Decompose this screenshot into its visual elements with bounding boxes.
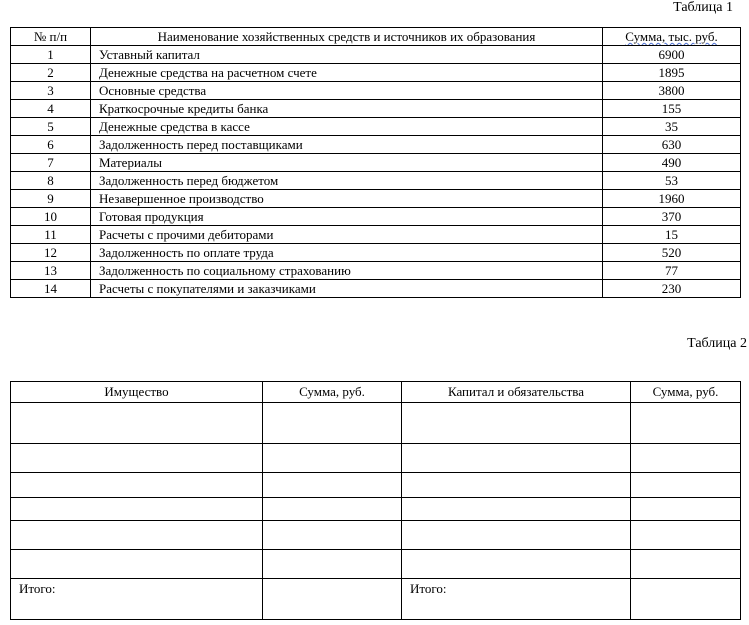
blank-cell[interactable] bbox=[402, 444, 631, 473]
row-sum: 1960 bbox=[603, 190, 741, 208]
table2-empty-row bbox=[11, 403, 741, 444]
table1-row bbox=[11, 136, 741, 154]
row-name: Незавершенное производство bbox=[91, 190, 603, 208]
row-name: Денежные средства на расчетном счете bbox=[91, 64, 603, 82]
table2-empty-row bbox=[11, 473, 741, 498]
total-assets-sum-cell[interactable] bbox=[263, 579, 402, 620]
table1-row bbox=[11, 262, 741, 280]
header-sum bbox=[603, 28, 741, 46]
row-number: 6 bbox=[11, 136, 91, 154]
row-sum: 77 bbox=[603, 262, 741, 280]
blank-cell[interactable] bbox=[11, 521, 263, 550]
blank-cell[interactable] bbox=[263, 521, 402, 550]
table2-empty-row bbox=[11, 498, 741, 521]
row-name: Расчеты с покупателями и заказчиками bbox=[91, 280, 603, 298]
blank-cell[interactable] bbox=[11, 550, 263, 579]
blank-cell[interactable] bbox=[631, 444, 741, 473]
blank-cell[interactable] bbox=[11, 403, 263, 444]
row-sum: 630 bbox=[603, 136, 741, 154]
row-name: Материалы bbox=[91, 154, 603, 172]
row-sum: 370 bbox=[603, 208, 741, 226]
table1-row bbox=[11, 226, 741, 244]
row-name: Задолженность перед бюджетом bbox=[91, 172, 603, 190]
blank-cell[interactable] bbox=[263, 444, 402, 473]
table1-row bbox=[11, 82, 741, 100]
table2-total-row bbox=[11, 579, 741, 620]
row-sum: 1895 bbox=[603, 64, 741, 82]
blank-cell[interactable] bbox=[263, 498, 402, 521]
row-number: 10 bbox=[11, 208, 91, 226]
table2-header-row bbox=[11, 382, 741, 403]
table1-row bbox=[11, 154, 741, 172]
row-number: 8 bbox=[11, 172, 91, 190]
header-num: № п/п bbox=[11, 28, 91, 46]
row-number: 5 bbox=[11, 118, 91, 136]
blank-cell[interactable] bbox=[402, 403, 631, 444]
blank-cell[interactable] bbox=[402, 498, 631, 521]
row-name: Краткосрочные кредиты банка bbox=[91, 100, 603, 118]
table2-balance-form bbox=[10, 381, 741, 620]
blank-cell[interactable] bbox=[11, 498, 263, 521]
row-name: Задолженность по социальному страхованию bbox=[91, 262, 603, 280]
total-liabilities-sum-cell[interactable] bbox=[631, 579, 741, 620]
row-sum: 230 bbox=[603, 280, 741, 298]
row-sum: 6900 bbox=[603, 46, 741, 64]
table1-row bbox=[11, 118, 741, 136]
table2-empty-row bbox=[11, 521, 741, 550]
blank-cell[interactable] bbox=[631, 403, 741, 444]
total-label-assets: Итого: bbox=[11, 579, 263, 620]
row-name: Расчеты с прочими дебиторами bbox=[91, 226, 603, 244]
blank-cell[interactable] bbox=[631, 473, 741, 498]
blank-cell[interactable] bbox=[631, 498, 741, 521]
row-number: 13 bbox=[11, 262, 91, 280]
blank-cell[interactable] bbox=[631, 550, 741, 579]
blank-cell[interactable] bbox=[402, 473, 631, 498]
row-sum: 53 bbox=[603, 172, 741, 190]
header-assets: Имущество bbox=[11, 382, 263, 403]
header-assets-sum: Сумма, руб. bbox=[263, 382, 402, 403]
table2-empty-row bbox=[11, 550, 741, 579]
blank-cell[interactable] bbox=[263, 403, 402, 444]
table1-row bbox=[11, 190, 741, 208]
blank-cell[interactable] bbox=[11, 444, 263, 473]
row-number: 14 bbox=[11, 280, 91, 298]
row-name: Задолженность перед поставщиками bbox=[91, 136, 603, 154]
row-number: 7 bbox=[11, 154, 91, 172]
row-name: Готовая продукция bbox=[91, 208, 603, 226]
blank-cell[interactable] bbox=[263, 550, 402, 579]
table1-source-data bbox=[10, 27, 741, 298]
table1-row bbox=[11, 64, 741, 82]
row-sum: 35 bbox=[603, 118, 741, 136]
row-sum: 15 bbox=[603, 226, 741, 244]
header-liabilities-sum: Сумма, руб. bbox=[631, 382, 741, 403]
table1-row bbox=[11, 100, 741, 118]
table1-row bbox=[11, 172, 741, 190]
total-label-liabilities: Итого: bbox=[402, 579, 631, 620]
table1-row bbox=[11, 244, 741, 262]
row-sum: 155 bbox=[603, 100, 741, 118]
blank-cell[interactable] bbox=[631, 521, 741, 550]
table1-row bbox=[11, 208, 741, 226]
row-name: Основные средства bbox=[91, 82, 603, 100]
row-name: Денежные средства в кассе bbox=[91, 118, 603, 136]
row-number: 9 bbox=[11, 190, 91, 208]
row-sum: 520 bbox=[603, 244, 741, 262]
table2-caption: Таблица 2 bbox=[687, 336, 747, 351]
header-sum-text: Сумма, тыс. руб. bbox=[625, 29, 718, 44]
blank-cell[interactable] bbox=[402, 550, 631, 579]
table1-row bbox=[11, 280, 741, 298]
blank-cell[interactable] bbox=[263, 473, 402, 498]
header-liabilities: Капитал и обязательства bbox=[402, 382, 631, 403]
blank-cell[interactable] bbox=[402, 521, 631, 550]
row-sum: 3800 bbox=[603, 82, 741, 100]
row-number: 12 bbox=[11, 244, 91, 262]
table1-body bbox=[11, 46, 741, 298]
blank-cell[interactable] bbox=[11, 473, 263, 498]
row-number: 2 bbox=[11, 64, 91, 82]
table1-caption: Таблица 1 bbox=[673, 0, 733, 15]
row-sum: 490 bbox=[603, 154, 741, 172]
table2-empty-row bbox=[11, 444, 741, 473]
row-number: 4 bbox=[11, 100, 91, 118]
row-number: 11 bbox=[11, 226, 91, 244]
row-name: Уставный капитал bbox=[91, 46, 603, 64]
table1-row bbox=[11, 46, 741, 64]
table1-header-row bbox=[11, 28, 741, 46]
row-number: 3 bbox=[11, 82, 91, 100]
row-name: Задолженность по оплате труда bbox=[91, 244, 603, 262]
row-number: 1 bbox=[11, 46, 91, 64]
header-name: Наименование хозяйственных средств и источников их образования bbox=[91, 28, 603, 46]
